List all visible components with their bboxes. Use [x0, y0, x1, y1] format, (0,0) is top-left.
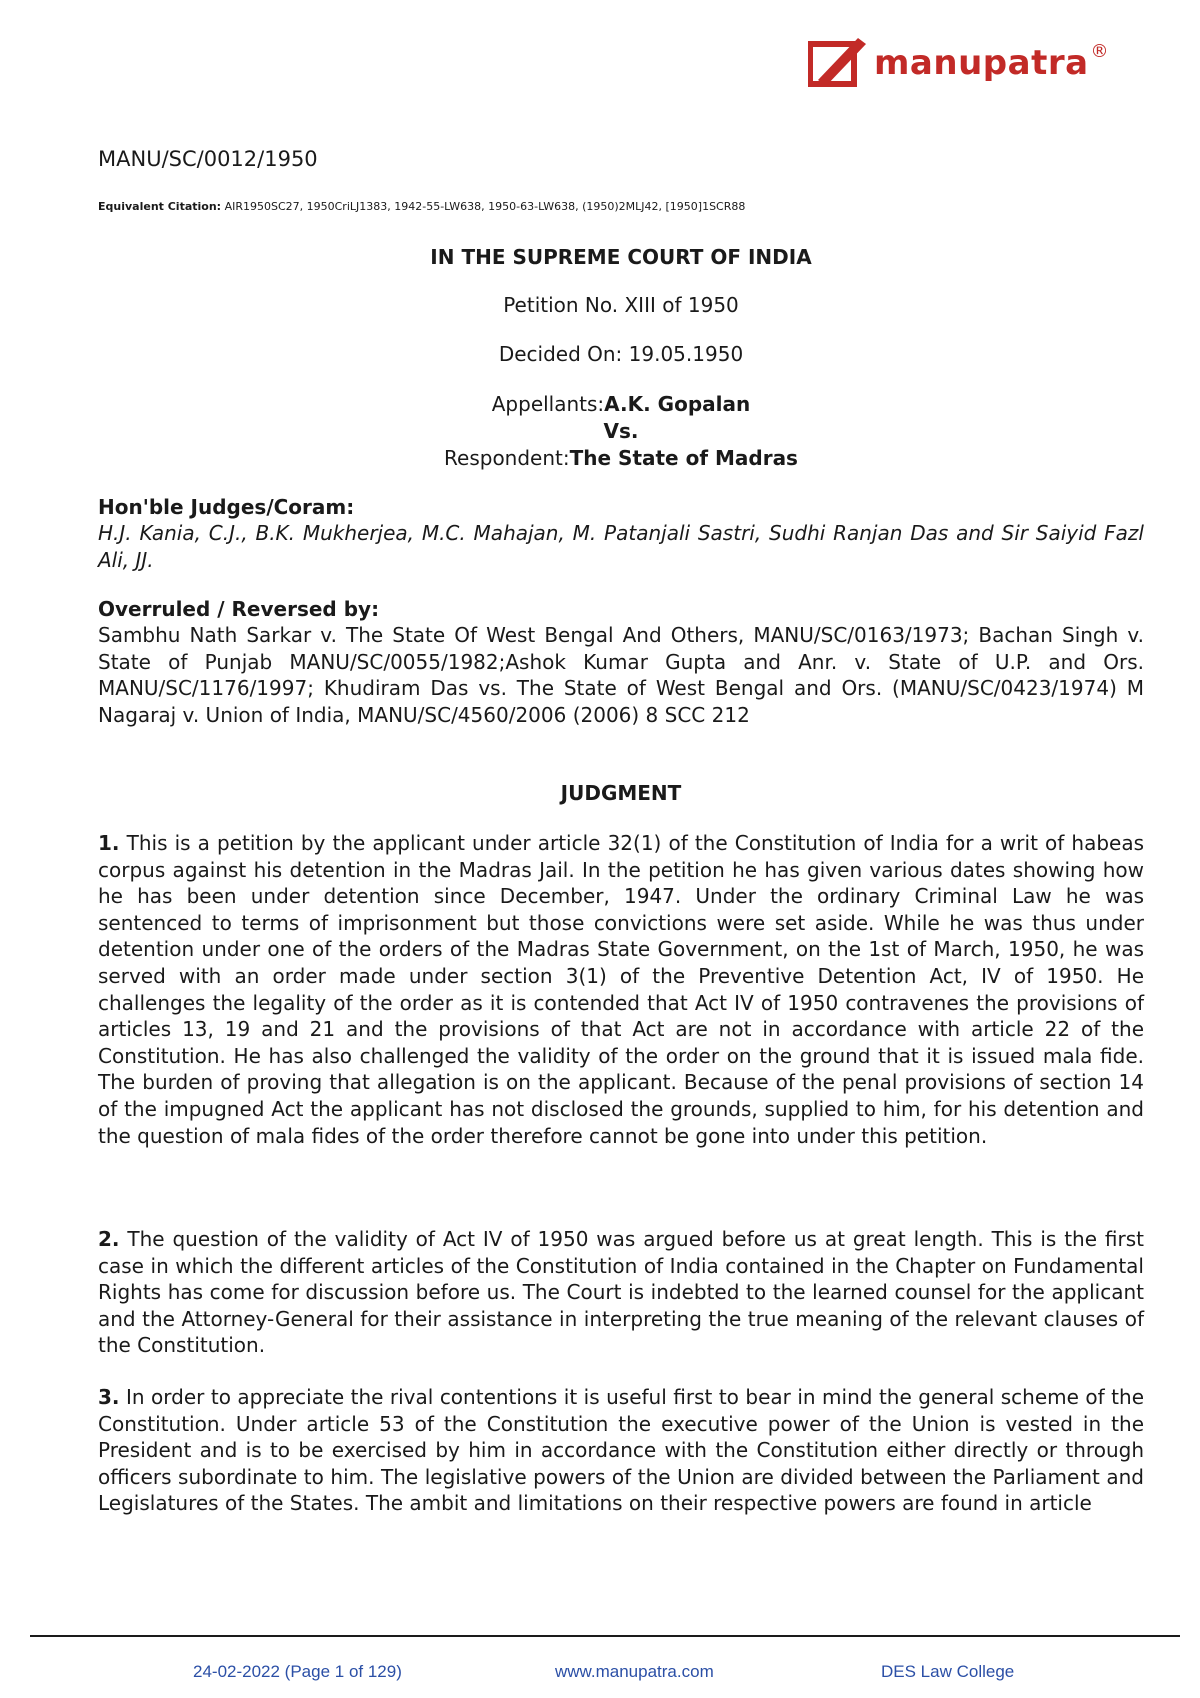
judges-names: H.J. Kania, C.J., B.K. Mukherjea, M.C. Mahajan, M. Patanjali Sastri, Sudhi Ranjan Das and Sir Saiyid Fazl Ali, JJ.	[98, 521, 1144, 572]
manu-citation-id: MANU/SC/0012/1950	[98, 147, 318, 171]
decided-on: Decided On: 19.05.1950	[498, 342, 744, 366]
manupatra-logo	[808, 36, 1109, 90]
petition-number: Petition No. XIII of 1950	[503, 293, 739, 317]
footer-licensee: DES Law College	[881, 1662, 1015, 1681]
equivalent-citation-label: Equivalent Citation:	[98, 200, 222, 213]
appellants-line	[98, 391, 1144, 418]
footer-website-link[interactable]: www.manupatra.com	[555, 1662, 714, 1681]
overruled-heading: Overruled / Reversed by:	[98, 597, 380, 621]
paragraph-text: This is a petition by the applicant under article 32(1) of the Constitution of India for a writ of habeas corpus against his detention in the Madras Jail. In the petition he has given various dates showing how he has been under detention since December, 1947. Under the ordinary Criminal Law he was sentenced to terms of imprisonment but those convictions were set aside. While he was thus under detention under one of the orders of the Madras State Government, on the 1st of March, 1950, he was served with an order made under section 3(1) of the Preventive Detention Act, IV of 1950. He challenges the legality of the order as it is contended that Act IV of 1950 contravenes the provisions of articles 13, 19 and 21 and the provisions of that Act are not in accordance with article 22 of the Constitution. He has also challenged the validity of the order on the ground that it is issued mala fide. The burden of proving that allegation is on the applicant. Because of the penal provisions of section 14 of the impugned Act the applicant has not disclosed the grounds, supplied to him, for his detention and the question of mala fides of the order therefore cannot be gone into under this petition.	[98, 831, 1144, 1148]
paragraph-text: The question of the validity of Act IV of 1950 was argued before us at great length. This is the first case in which the different articles of the Constitution of India contained in the Chapter on Fundamental Rights has come for discussion before us. The Court is indebted to the learned counsel for the applicant and the Attorney-General for their assistance in interpreting the true meaning of the relevant clauses of the Constitution.	[98, 1227, 1144, 1358]
equivalent-citation	[98, 200, 1144, 214]
judgment-heading: JUDGMENT	[560, 781, 682, 805]
respondent-line	[98, 445, 1144, 472]
appellants-name: A.K. Gopalan	[604, 392, 751, 416]
judgment-paragraph	[98, 1226, 1144, 1359]
judges-heading: Hon'ble Judges/Coram:	[98, 495, 355, 519]
footer-date-page: 24-02-2022 (Page 1 of 129)	[193, 1662, 402, 1681]
judgment-paragraph	[98, 830, 1144, 1149]
paragraph-number: 1.	[98, 831, 120, 855]
footer-divider	[30, 1635, 1180, 1637]
respondent-label: Respondent:	[444, 446, 570, 470]
registered-mark: ®	[1090, 40, 1109, 62]
parties-block	[98, 391, 1144, 472]
manupatra-logo-icon	[808, 36, 868, 90]
equivalent-citation-value: AIR1950SC27, 1950CriLJ1383, 1942-55-LW638, 1950-63-LW638, (1950)2MLJ42, [1950]1SCR88	[221, 200, 746, 213]
judgment-paragraph	[98, 1384, 1144, 1517]
court-name: IN THE SUPREME COURT OF INDIA	[430, 245, 812, 269]
versus-line	[98, 418, 1144, 445]
appellants-label: Appellants:	[491, 392, 605, 416]
overruled-text: Sambhu Nath Sarkar v. The State Of West Bengal And Others, MANU/SC/0163/1973; Bachan Singh v. State of Punjab MANU/SC/0055/1982;Ashok Kumar Gupta and Anr. v. State of U.P. and Ors. MANU/SC/1176/1997; Khudiram Das vs. The State of West Bengal and Ors. (MANU/SC/0423/1974) M Nagaraj v. Union of India, MANU/SC/4560/2006 (2006) 8 SCC 212	[98, 623, 1144, 727]
logo-text: manupatra	[874, 43, 1089, 83]
paragraph-number: 3.	[98, 1385, 120, 1409]
paragraph-number: 2.	[98, 1227, 120, 1251]
versus: Vs.	[603, 419, 639, 443]
respondent-name: The State of Madras	[569, 446, 798, 470]
paragraph-text: In order to appreciate the rival contentions it is useful first to bear in mind the general scheme of the Constitution. Under article 53 of the Constitution the executive power of the Union is vested in the President and is to be exercised by him in accordance with the Constitution either directly or through officers subordinate to him. The legislative powers of the Union are divided between the Parliament and Legislatures of the States. The ambit and limitations on their respective powers are found in article	[98, 1385, 1144, 1516]
